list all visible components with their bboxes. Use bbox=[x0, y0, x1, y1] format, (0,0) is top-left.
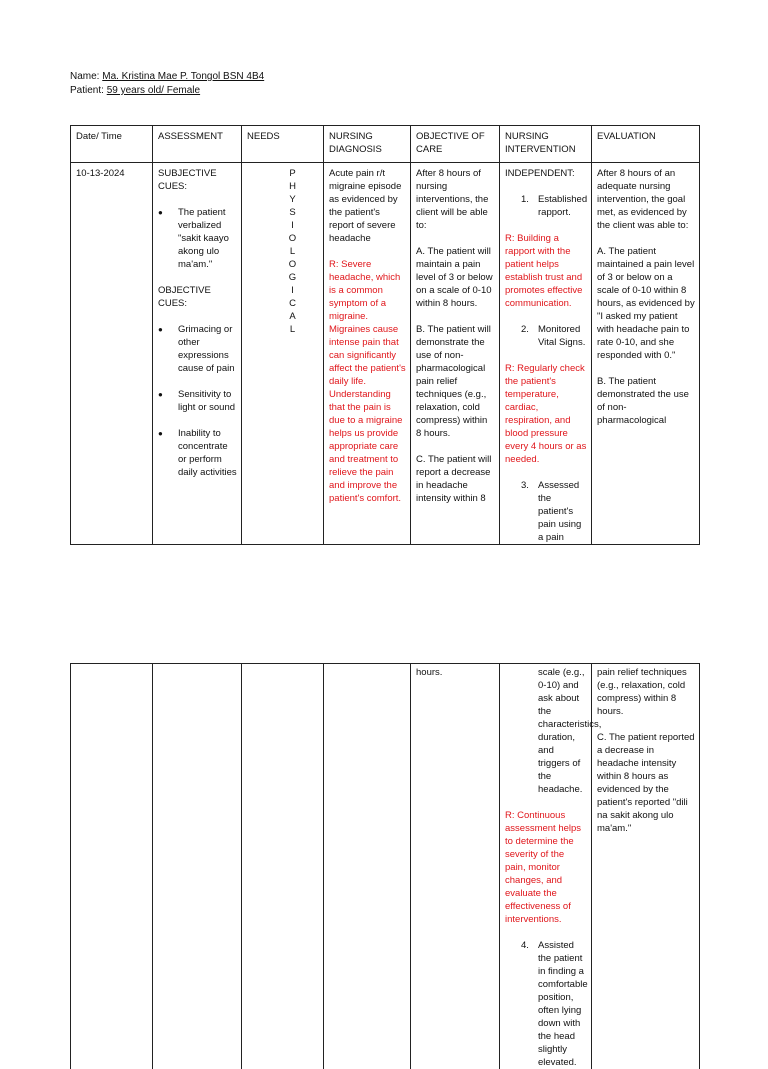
evaluation-cell bbox=[592, 163, 700, 545]
name-line bbox=[70, 70, 264, 84]
date-cell: 10-13-2024 bbox=[71, 163, 153, 545]
objective-cue: ● Grimacing or other expressions cause of pain bbox=[158, 323, 237, 375]
patient-label: Patient: bbox=[70, 85, 104, 96]
needs-letter: A bbox=[266, 310, 319, 323]
needs-letter: S bbox=[266, 206, 319, 219]
table-header-row bbox=[71, 126, 700, 163]
objective-a: A. The patient will maintain a pain level of 3 or below on a scale of 0-10 within 8 hours. bbox=[416, 245, 495, 310]
header-nursing-intervention: NURSING INTERVENTION bbox=[500, 126, 592, 163]
needs-letter: L bbox=[266, 323, 319, 336]
header-needs: NEEDS bbox=[242, 126, 324, 163]
intervention-1: 1. Established rapport. bbox=[505, 193, 587, 219]
intervention-number: 3. bbox=[521, 479, 529, 492]
subjective-title: SUBJECTIVE CUES: bbox=[158, 167, 237, 193]
objective-c-continued: hours. bbox=[416, 666, 495, 679]
evaluation-b: B. The patient demonstrated the use of non-pharmacological bbox=[597, 375, 695, 427]
intervention-2: 2. Monitored Vital Signs. bbox=[505, 323, 587, 349]
intervention-1-rationale: R: Building a rapport with the patient helps establish trust and promotes effective communication. bbox=[505, 232, 587, 310]
intervention-cell bbox=[500, 664, 592, 1069]
objective-title: OBJECTIVE CUES: bbox=[158, 284, 237, 310]
header-assessment: ASSESSMENT bbox=[153, 126, 242, 163]
patient-value: 59 years old/ Female bbox=[107, 85, 200, 96]
needs-letter: G bbox=[266, 271, 319, 284]
intervention-4: 4. Assisted the patient in finding a comfortable position, often lying down with the head slightly elevated. bbox=[505, 939, 587, 1069]
header-objective-of-care: OBJECTIVE OF CARE bbox=[411, 126, 500, 163]
care-plan-table-page2 bbox=[70, 663, 700, 1069]
needs-letter: C bbox=[266, 297, 319, 310]
needs-letter: H bbox=[266, 180, 319, 193]
needs-letter: Y bbox=[266, 193, 319, 206]
intervention-2-rationale: R: Regularly check the patient's temperature, cardiac, respiration, and blood pressure every 4 hours or as needed. bbox=[505, 362, 587, 466]
diagnosis-cell bbox=[324, 664, 411, 1069]
evaluation-a: A. The patient maintained a pain level of 3 or below on a scale of 0-10 within 8 hours, as evidenced by "I asked my patient with headache pain to rate 0-10, and she responded with 0." bbox=[597, 245, 695, 362]
date-cell bbox=[71, 664, 153, 1069]
header-nursing-diagnosis: NURSING DIAGNOSIS bbox=[324, 126, 411, 163]
evaluation-cell bbox=[592, 664, 700, 1069]
needs-letter: O bbox=[266, 258, 319, 271]
needs-cell bbox=[242, 664, 324, 1069]
needs-letter: P bbox=[266, 167, 319, 180]
objective-cell bbox=[411, 664, 500, 1069]
name-label: Name: bbox=[70, 71, 99, 82]
intervention-title: INDEPENDENT: bbox=[505, 167, 587, 180]
table-row bbox=[71, 163, 700, 545]
intervention-3: 3. Assessed the patient's pain using a pain bbox=[505, 479, 587, 544]
needs-letter: L bbox=[266, 245, 319, 258]
diagnosis-rationale: R: Severe headache, which is a common symptom of a migraine. Migraines cause intense pain that can significantly affect the patient's daily life. Understanding that the pain is due to a migraine helps us provide appropriate care and treatment to relieve the pain and improve the patient's comfort. bbox=[329, 258, 406, 505]
needs-cell bbox=[242, 163, 324, 545]
diagnosis-text: Acute pain r/t migraine episode as evidenced by the patient's report of severe headache bbox=[329, 167, 406, 245]
intervention-number: 1. bbox=[521, 193, 529, 206]
intervention-number: 4. bbox=[521, 939, 529, 952]
header-evaluation: EVALUATION bbox=[592, 126, 700, 163]
needs-letter: I bbox=[266, 284, 319, 297]
patient-line bbox=[70, 84, 264, 98]
subjective-cue: ● The patient verbalized "sakit kaayo akong ulo ma'am." bbox=[158, 206, 237, 271]
evaluation-c: C. The patient reported a decrease in headache intensity within 8 hours as evidenced by the patient's reported "dili na sakit akong ulo ma'am." bbox=[597, 731, 695, 835]
name-value: Ma. Kristina Mae P. Tongol BSN 4B4 bbox=[102, 71, 264, 82]
objective-cue: ● Inability to concentrate or perform daily activities bbox=[158, 427, 237, 479]
care-plan-table-page1 bbox=[70, 125, 700, 545]
needs-letter: I bbox=[266, 219, 319, 232]
needs-letter: O bbox=[266, 232, 319, 245]
document-header bbox=[70, 70, 264, 98]
intervention-number: 2. bbox=[521, 323, 529, 336]
objective-c: C. The patient will report a decrease in headache intensity within 8 bbox=[416, 453, 495, 505]
diagnosis-cell bbox=[324, 163, 411, 545]
assessment-cell bbox=[153, 163, 242, 545]
objective-b: B. The patient will demonstrate the use of non-pharmacological pain relief techniques (e.g., relaxation, cold compress) within 8 hours. bbox=[416, 323, 495, 440]
objective-cue: ● Sensitivity to light or sound bbox=[158, 388, 237, 414]
header-date: Date/ Time bbox=[71, 126, 153, 163]
evaluation-intro: After 8 hours of an adequate nursing intervention, the goal met, as evidenced by the client was able to: bbox=[597, 167, 695, 232]
intervention-3-rationale: R: Continuous assessment helps to determine the severity of the pain, monitor changes, and evaluate the effectiveness of interventions. bbox=[505, 809, 587, 926]
objective-cell bbox=[411, 163, 500, 545]
table-row bbox=[71, 664, 700, 1069]
intervention-cell bbox=[500, 163, 592, 545]
objective-intro: After 8 hours of nursing interventions, the client will be able to: bbox=[416, 167, 495, 232]
assessment-cell bbox=[153, 664, 242, 1069]
evaluation-b-continued: pain relief techniques (e.g., relaxation, cold compress) within 8 hours. bbox=[597, 666, 695, 718]
intervention-3-continued: scale (e.g., 0-10) and ask about the characteristics, duration, and triggers of the headache. bbox=[505, 666, 587, 796]
